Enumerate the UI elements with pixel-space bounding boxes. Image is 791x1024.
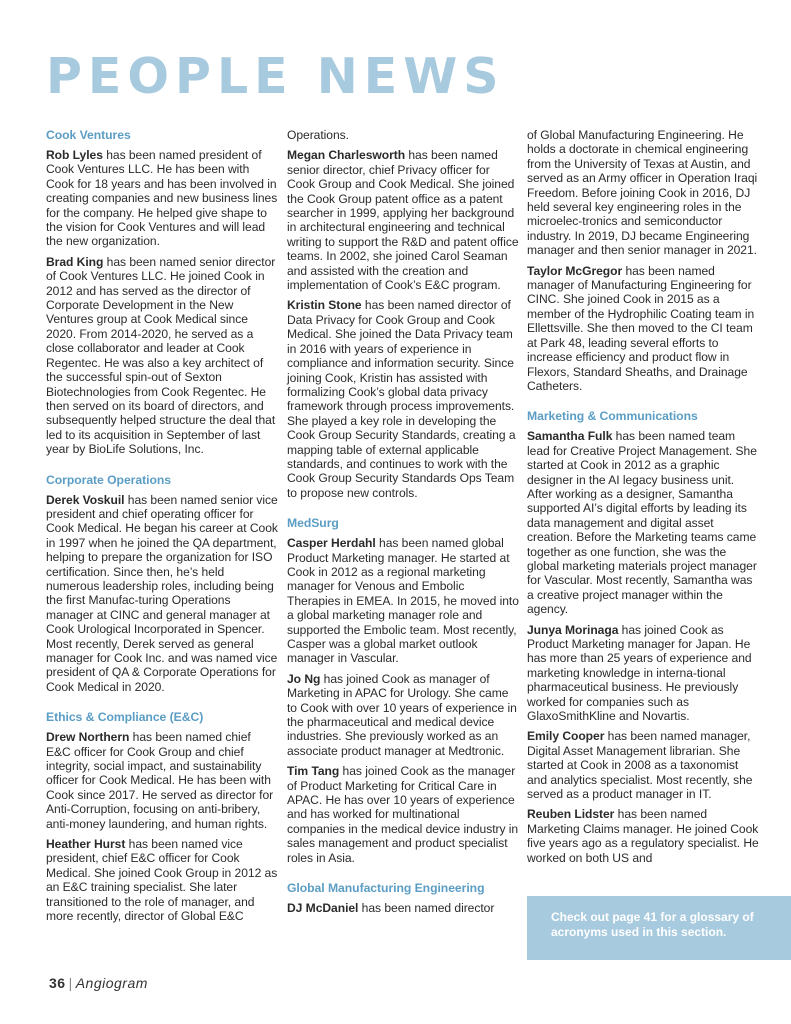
news-entry [527,429,759,616]
news-entry [527,807,759,865]
entry-text: has been named manager of Manufacturing Engineering for CINC. She joined Cook in 2015 as a member of the Hydrophilic Coating team in Ellettsville. She then moved to the CI team at Park 48, leading several efforts to increase efficiency and product flow in Flexors, Standard Sheaths, and Drainage Catheters. [527,263,755,393]
publication-name: Angiogram [75,975,148,991]
entry-text: has been named director of Data Privacy for Cook Group and Cook Medical. She joined the Data Privacy team in 2016 with years of experience in compliance and information security. Since joining Cook, Kristin has assisted with formalizing Cook’s global data privacy framework through process improvements. She played a key role in developing the Cook Group Security Standards, creating a mapping table of external applicable standards, and continues to work with the Cook Group Security Standards Ops Team to propose new controls. [287,298,516,500]
section-heading-marketing-communications: Marketing & Communications [527,409,698,424]
person-name: Taylor McGregor [527,263,623,278]
entry-text: has been named chief E&C officer for Cook Group and chief integrity, social impact, and sustainability officer for Cook Medical. He has been with Cook since 2017. He served as director for Anti-Corruption, focusing on anti-bribery, anti-money laundering, and human rights. [46,730,274,831]
column-2 [287,128,519,922]
news-entry [527,729,759,801]
entry-text: has joined Cook as Product Marketing manager for Japan. He has more than 25 years of experience and marketing knowledge in interna-tional pharmaceutical business. He previously worked for companies such as GlaxoSmithKline and Novartis. [527,622,752,724]
entry-text: has been named vice president, chief E&C officer for Cook Medical. She joined Cook Group in 2012 as an E&C training specialist. She later transitioned to the role of manager, and more recently, director of Global E&C [46,837,278,924]
news-entry [46,837,278,923]
news-entry [46,255,278,457]
column-3 [527,128,759,871]
person-name: Kristin Stone [287,298,362,313]
entry-text: has been named president of Cook Ventures LLC. He has been with Cook for 18 years and has been involved in creating companies and new business lines for the company. He helped give shape to the vision for Cook Ventures and will lead the new organization. [46,148,278,249]
person-name: Brad King [46,254,104,269]
person-name: Reuben Lidster [527,807,615,822]
news-entry [287,672,519,758]
news-entry [46,148,278,249]
callout-text: Check out page 41 for a glossary of acronyms used in this section. [551,910,754,939]
news-entry [287,536,519,666]
entry-text: has been named team lead for Creative Project Management. She started at Cook in 2012 as a graphic designer in the AI legacy business unit. After working as a designer, Samantha supported AI’s digital efforts by leading its data management and digital asset creation. Before the Marketing teams came together as one function, she was the global marketing materials project manager for Vascular. Most recently, Samantha was a creative project manager within the agency. [527,429,757,617]
person-name: Casper Herdahl [287,536,376,551]
entry-text: has been named global Product Marketing manager. He started at Cook in 2012 as a regional marketing manager for Venous and Embolic Therapies in EMEA. In 2015, he moved into a global marketing manager role and supported the Embolic team. Most recently, Casper was a global market outlook manager in Vascular. [287,536,519,666]
section-heading-cook-ventures: Cook Ventures [46,128,131,142]
page-number: 36 [49,975,66,991]
entry-text: has joined Cook as manager of Marketing in APAC for Urology. She came to Cook with over 10 years of experience in the pharmaceutical and medical device industries. She previously worked as an associate product manager at Medtronic. [287,671,517,758]
entry-text: has been named senior director, chief Privacy officer for Cook Group and Cook Medical. She joined the Cook Group patent office as a patent searcher in 1999, applying her background in architectural engineering and technical writing to support the R&D and patent office teams. In 2002, she joined Carol Seaman and assisted with the creation and implementation of Cook’s E&C program. [287,148,519,293]
glossary-callout [527,896,791,960]
news-entry [527,623,759,724]
news-entry [287,298,519,500]
continued-text: of Global Manufacturing Engineering. He holds a doctorate in chemical engineering from the University of Texas at Austin, and served as an Army officer in Operation Iraqi Freedom. Before joining Cook in 2016, DJ held several key engineering roles in the microelec-tronics and semiconductor industry. In 2019, DJ became Engineering manager and then senior manager in 2021. [527,128,758,258]
entry-text: has been named manager, Digital Asset Management librarian. She started at Cook in 2008 as a taxonomist and analytics specialist. Most recently, she served as a product manager in IT. [527,729,753,802]
news-entry [287,764,519,865]
entry-text: has been named director [358,901,495,916]
section-heading-ethics-compliance: Ethics & Compliance (E&C) [46,710,204,725]
person-name: Megan Charlesworth [287,148,406,163]
news-entry [46,493,278,695]
person-name: Derek Voskuil [46,492,125,507]
person-name: Emily Cooper [527,729,605,744]
person-name: Junya Morinaga [527,622,619,637]
section-heading-corporate-operations: Corporate Operations [46,472,171,487]
person-name: DJ McDaniel [287,901,359,916]
section-heading-medsurg: MedSurg [287,516,339,531]
footer-separator: | [68,975,73,991]
page-footer [49,975,148,991]
news-entry [287,901,519,915]
entry-text: has been named senior vice president and chief operating officer for Cook Medical. He began his career at Cook in 1997 when he joined the QA department, helping to prepare the organization for ISO certification. Since then, he’s held numerous leadership roles, including being the first Manufac-turing Operations manager at CINC and general manager at Cook Urological Incorporated in Spencer. Most recently, Derek served as general manager for Cook Inc. and was named vice president of QA & Corporate Operations for Cook Medical in 2020. [46,492,278,694]
page-title: PEOPLE NEWS [46,48,505,105]
section-heading-global-manufacturing-engineering: Global Manufacturing Engineering [287,881,485,896]
person-name: Samantha Fulk [527,429,613,444]
person-name: Drew Northern [46,730,130,745]
entry-text: has been named senior director of Cook Ventures LLC. He joined Cook in 2012 and has served as the director of Corporate Development in the New Ventures group at Cook Medical since 2020. From 2014-2020, he served as a close collaborator and leader at Cook Regentec. He was also a key architect of the successful spin-out of Sexton Biotechnologies from Cook Regentec. He then served on its board of directors, and subsequently helped structure the deal that led to its acquisition in September of last year by BioLife Solutions, Inc. [46,254,276,457]
person-name: Rob Lyles [46,148,103,162]
person-name: Jo Ng [287,671,321,686]
news-entry [46,730,278,831]
person-name: Heather Hurst [46,837,126,852]
news-entry [527,264,759,394]
continued-text: Operations. [287,128,349,142]
person-name: Tim Tang [287,764,340,779]
column-1 [46,128,278,930]
entry-text: has been named Marketing Claims manager. He joined Cook five years ago as a regulatory specialist. He worked on both US and [527,807,759,865]
entry-text: has joined Cook as the manager of Product Marketing for Critical Care in APAC. He has over 10 years of experience and has worked for multinational companies in the medical device industry in sales management and product specialist roles in Asia. [287,764,519,865]
news-entry [287,148,519,292]
